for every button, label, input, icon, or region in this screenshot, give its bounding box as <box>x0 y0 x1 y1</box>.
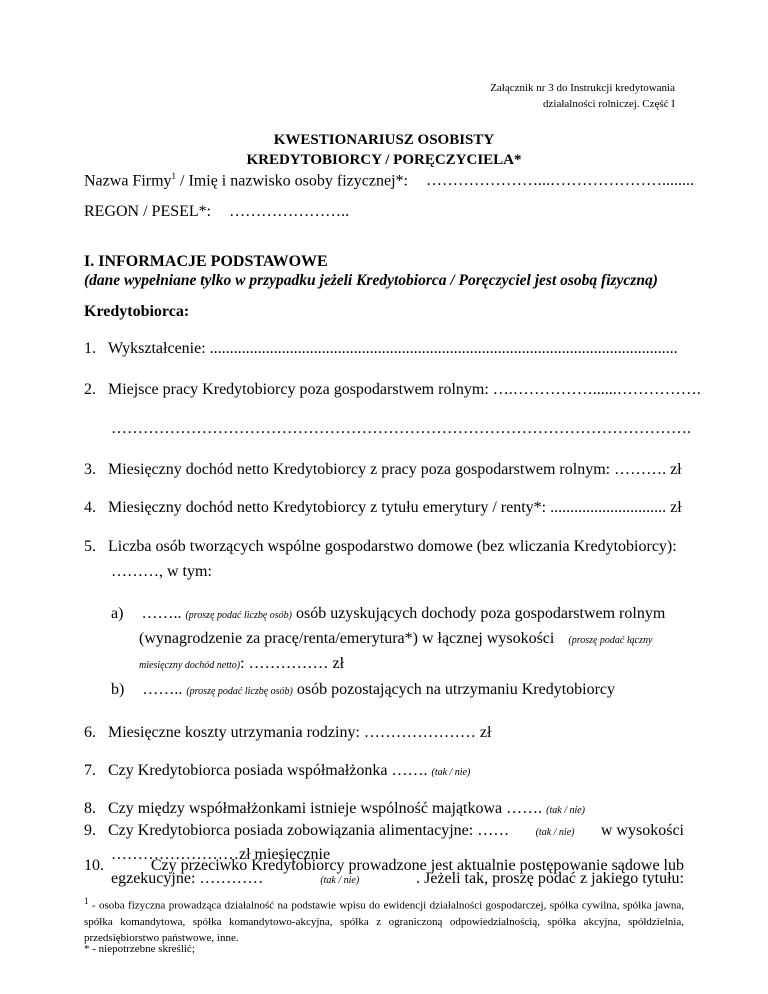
item-text-2: w wysokości <box>600 822 684 839</box>
item-note: miesięczny dochód netto) <box>139 660 241 671</box>
item-9-continuation[interactable]: ……………………zł miesięcznie <box>111 846 331 863</box>
item-number: 2. <box>84 381 96 398</box>
item-note: (proszę podać liczbę osób) <box>186 686 293 697</box>
item-dots: …….. <box>142 681 183 698</box>
item-8[interactable] <box>84 800 585 818</box>
item-5a[interactable] <box>111 605 665 623</box>
item-text: egzekucyjne: ………… <box>111 870 264 887</box>
company-dots: …………………...…………………........ <box>425 172 694 190</box>
item-7[interactable] <box>84 762 470 780</box>
item-text: Miesięczny dochód netto Kredytobiorcy z tytułu emerytury / renty*: ............................. zł <box>108 499 682 516</box>
item-note: (tak / nie) <box>546 805 586 816</box>
item-letter: a) <box>111 605 124 622</box>
annex-note <box>490 80 675 112</box>
item-text: Wykształcenie: ..................................................................................................................... <box>108 340 678 357</box>
item-1[interactable] <box>84 340 678 358</box>
footnote-ref-1: 1 <box>171 171 177 181</box>
item-number: 6. <box>84 724 96 741</box>
item-text: : …………… zł <box>240 655 345 672</box>
item-note: (tak / nie) <box>320 875 360 886</box>
document-title <box>0 130 768 170</box>
item-text: Liczba osób tworzących wspólne gospodarstwo domowe (bez wliczania Kredytobiorcy): <box>108 538 677 555</box>
regon-label: REGON / PESEL*: <box>84 203 212 220</box>
regon-field[interactable] <box>84 203 349 221</box>
item-10-continuation[interactable] <box>111 870 684 888</box>
footnote-text: - osoba fizyczna prowadząca działalność na podstawie wpisu do ewidencji działalności gospodarczej, spółka cywilna, spółka jawna, spółka komandytowa, spółka komandytowo-akcyjna, spółka z ograniczoną odpowiedzialnością, spółka akcyjna, spółdzielnia, przedsiębiorstwo państwowe, inne. <box>84 899 684 944</box>
item-text: Czy Kredytobiorca posiada współmałżonka ……. <box>108 762 428 779</box>
annex-line-1: Załącznik nr 3 do Instrukcji kredytowania <box>490 82 675 94</box>
footnote-2: * - niepotrzebne skreślić; <box>84 943 195 955</box>
item-number: 10. <box>84 857 104 874</box>
regon-dots: ………………….. <box>229 203 350 220</box>
item-5a-line-2 <box>139 630 652 648</box>
annex-line-2: działalności rolniczej. Część I <box>543 98 675 110</box>
item-number: 8. <box>84 800 96 817</box>
item-text: Miejsce pracy Kredytobiorcy poza gospodarstwem rolnym: ….……………......……………. <box>108 381 701 398</box>
item-text: Czy Kredytobiorca posiada zobowiązania alimentacyjne: …… <box>108 822 510 839</box>
item-note: (tak / nie) <box>431 767 471 778</box>
item-note: (proszę podać liczbę osób) <box>185 610 292 621</box>
item-2-continuation[interactable]: ………………………………………………………………………………………………. <box>111 420 691 437</box>
item-text: Miesięczny dochód netto Kredytobiorcy z pracy poza gospodarstwem rolnym: ………. zł <box>108 461 682 478</box>
section-heading: I. INFORMACJE PODSTAWOWE <box>84 253 328 270</box>
item-text: (wynagrodzenie za pracę/renta/emerytura*) w łącznej wysokości <box>139 630 555 647</box>
item-2[interactable] <box>84 381 701 399</box>
item-9[interactable] <box>84 822 684 840</box>
company-name-field[interactable] <box>84 171 694 190</box>
item-text: osób uzyskujących dochody poza gospodarstwem rolnym <box>296 605 666 622</box>
item-5b[interactable] <box>111 681 615 699</box>
item-number: 9. <box>84 822 96 839</box>
company-label-rest: / Imię i nazwisko osoby fizycznej*: <box>176 172 408 190</box>
item-note: (tak / nie) <box>535 827 575 838</box>
item-letter: b) <box>111 681 125 698</box>
footnote-marker: 1 <box>84 896 89 906</box>
item-3[interactable] <box>84 461 682 479</box>
item-5a-line-3[interactable] <box>139 655 344 673</box>
footnote-1 <box>84 893 684 946</box>
item-text: Czy między współmałżonkami istnieje wspólność majątkowa ……. <box>108 800 543 817</box>
item-number: 4. <box>84 499 96 516</box>
item-text: osób pozostających na utrzymaniu Kredytobiorcy <box>296 681 616 698</box>
item-number: 3. <box>84 461 96 478</box>
item-text: Miesięczne koszty utrzymania rodziny: ………………… zł <box>108 724 492 741</box>
item-4[interactable] <box>84 499 682 517</box>
item-5[interactable] <box>84 538 677 556</box>
item-text-2: . Jeżeli tak, proszę podać z jakiego tytułu: <box>416 870 684 887</box>
item-5-continuation[interactable]: ………, w tym: <box>111 563 212 580</box>
company-label: Nazwa Firmy <box>84 172 172 190</box>
item-number: 7. <box>84 762 96 779</box>
item-6[interactable] <box>84 724 491 742</box>
item-number: 1. <box>84 340 96 357</box>
item-dots: …….. <box>141 605 182 622</box>
title-line-1: KWESTIONARIUSZ OSOBISTY <box>273 132 495 148</box>
item-number: 5. <box>84 538 96 555</box>
item-note: (proszę podać łączny <box>568 635 653 646</box>
item-text: Czy przeciwko Kredytobiorcy prowadzone jest aktualnie postępowanie sądowe lub <box>150 857 684 874</box>
section-subheading: (dane wypełniane tylko w przypadku jeżeli Kredytobiorca / Poręczyciel jest osobą fizyczną) <box>84 272 658 289</box>
title-line-2: KREDYTOBIORCY / PORĘCZYCIELA* <box>246 152 522 168</box>
borrower-label: Kredytobiorca: <box>84 303 190 320</box>
